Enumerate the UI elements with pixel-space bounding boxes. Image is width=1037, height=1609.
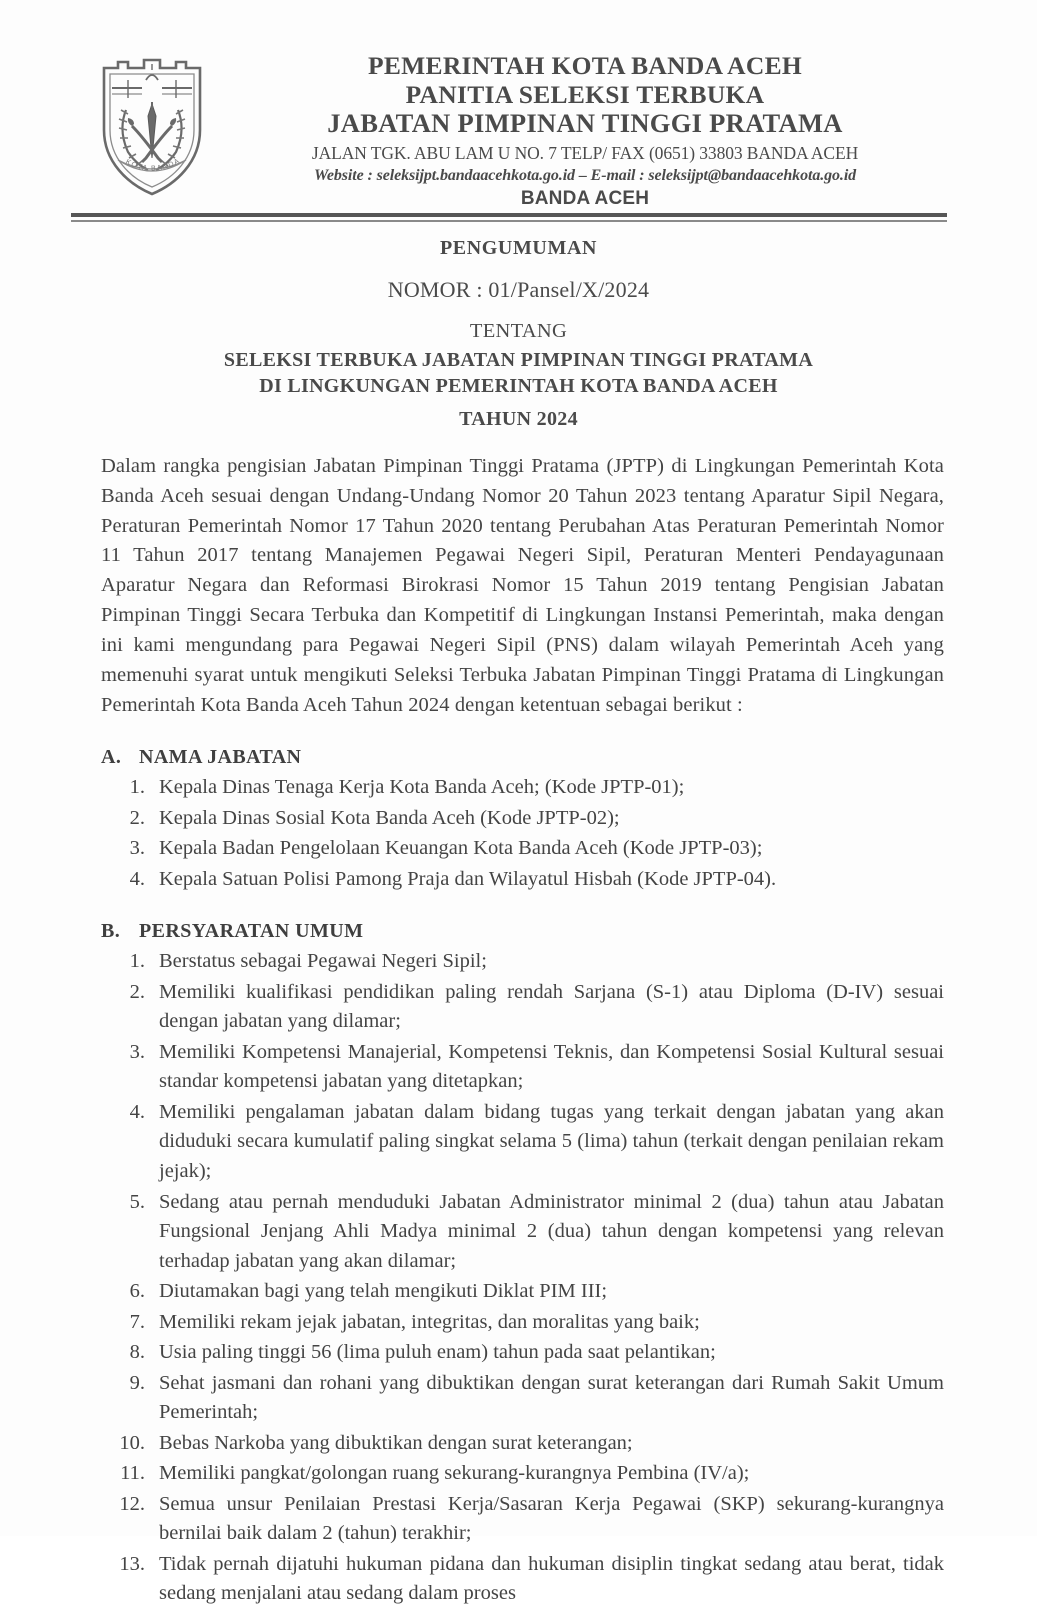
- list-item: [101, 1098, 944, 1187]
- list-item-text: Memiliki kualifikasi pendidikan paling rendah Sarjana (S-1) atau Diploma (D-IV) sesuai dengan jabatan yang dilamar;: [159, 980, 944, 1033]
- document-body: [101, 452, 944, 1609]
- announcement-title-block: [0, 237, 1037, 432]
- list-item-number: 10.: [119, 1431, 145, 1454]
- svg-text:KOTA BANDA ACEH: KOTA BANDA: [124, 155, 182, 173]
- header-rule-thick: [71, 213, 947, 217]
- subject-line-2: DI LINGKUNGAN PEMERINTAH KOTA BANDA ACEH: [259, 375, 778, 398]
- list-item-text: Memiliki pengalaman jabatan dalam bidang tugas yang terkait dengan jabatan yang akan diduduki secara kumulatif paling singkat selama 5 (lima) tahun (terkait dengan penilaian rekam jejak);: [159, 1100, 944, 1182]
- list-item-number: 13.: [119, 1552, 145, 1575]
- list-item-text: Sehat jasmani dan rohani yang dibuktikan dengan surat keterangan dari Rumah Sakit Umum Pemerintah;: [159, 1371, 944, 1424]
- section-nama-jabatan: [101, 746, 944, 894]
- letterhead: [0, 52, 1037, 212]
- list-item-number: 3.: [129, 1040, 145, 1063]
- section-b-title: PERSYARATAN UMUM: [139, 920, 364, 943]
- list-item: [101, 1308, 944, 1338]
- list-item-number: 8.: [129, 1341, 145, 1364]
- intro-paragraph: Dalam rangka pengisian Jabatan Pimpinan Tinggi Pratama (JPTP) di Lingkungan Pemerintah Kota Banda Aceh sesuai dengan Undang-Undang Nomor 20 Tahun 2023 tentang Aparatur Sipil Negara, Peraturan Pemerintah Nomor 17 Tahun 2020 tentang Perubahan Atas Peraturan Pemerintah Nomor 11 Tahun 2017 tentang Manajemen Pegawai Negeri Sipil, Peraturan Menteri Pendayagunaan Aparatur Negara dan Reformasi Birokrasi Nomor 15 Tahun 2019 tentang Pengisian Jabatan Pimpinan Tinggi Secara Terbuka dan Kompetitif di Lingkungan Instansi Pemerintah, maka dengan ini kami mengundang para Pegawai Negeri Sipil (PNS) dalam wilayah Pemerintah Aceh yang memenuhi syarat untuk mengikuti Seleksi Terbuka Jabatan Pimpinan Tinggi Pratama di Lingkungan Pemerintah Kota Banda Aceh Tahun 2024 dengan ketentuan sebagai berikut :: [101, 455, 944, 716]
- letterhead-text: [215, 52, 955, 210]
- list-item-text: Kepala Satuan Polisi Pamong Praja dan Wilayatul Hisbah (Kode JPTP-04).: [159, 867, 777, 890]
- office-website-email: Website : seleksijpt.bandaacehkota.go.id – E-mail : seleksijpt@bandaacehkota.go.id: [313, 166, 857, 184]
- list-item-text: Berstatus sebagai Pegawai Negeri Sipil;: [159, 950, 487, 973]
- about-label: TENTANG: [469, 320, 568, 342]
- list-item-number: 5.: [129, 1190, 145, 1213]
- list-item: [101, 1429, 944, 1459]
- section-a-title: NAMA JABATAN: [139, 746, 302, 769]
- list-item-number: 12.: [119, 1492, 145, 1515]
- list-item-text: Diutamakan bagi yang telah mengikuti Diklat PIM III;: [159, 1280, 608, 1303]
- office-address: JALAN TGK. ABU LAM U NO. 7 TELP/ FAX (0651) 33803 BANDA ACEH: [311, 142, 859, 163]
- list-item-number: 11.: [120, 1462, 145, 1485]
- list-item-text: Semua unsur Penilaian Prestasi Kerja/Sasaran Kerja Pegawai (SKP) sekurang-kurangnya bernilai baik dalam 2 (tahun) terakhir;: [159, 1492, 944, 1545]
- section-a-letter: A.: [101, 746, 122, 769]
- list-item: [101, 1038, 944, 1097]
- list-item: [101, 978, 944, 1037]
- list-item: [101, 1188, 944, 1277]
- list-item-number: 1.: [129, 776, 145, 799]
- document-number: NOMOR : 01/Pansel/X/2024: [387, 277, 650, 302]
- list-item: [101, 1338, 944, 1368]
- page-title: PENGUMUMAN: [439, 237, 598, 259]
- subject-line-1: SELEKSI TERBUKA JABATAN PIMPINAN TINGGI PRATAMA: [223, 349, 814, 371]
- section-b-list: [101, 947, 944, 1608]
- list-item-number: 9.: [129, 1371, 145, 1394]
- list-item: [101, 1277, 944, 1307]
- list-item-number: 2.: [129, 806, 145, 829]
- list-item-text: Memiliki pangkat/golongan ruang sekurang-kurangnya Pembina (IV/a);: [159, 1462, 750, 1485]
- list-item-text: Kepala Badan Pengelolaan Keuangan Kota Banda Aceh (Kode JPTP-03);: [159, 837, 763, 860]
- list-item-number: 2.: [129, 980, 145, 1003]
- list-item-text: Bebas Narkoba yang dibuktikan dengan surat keterangan;: [159, 1431, 633, 1454]
- list-item: [101, 1550, 944, 1609]
- list-item: [101, 865, 944, 895]
- list-item-number: 6.: [129, 1280, 145, 1303]
- subject-line-3: TAHUN 2024: [459, 407, 578, 430]
- org-line-2: PANITIA SELEKSI TERBUKA: [405, 79, 765, 109]
- office-city: BANDA ACEH: [520, 188, 650, 210]
- section-b-heading: [101, 920, 944, 943]
- list-item-text: Usia paling tinggi 56 (lima puluh enam) tahun pada saat pelantikan;: [159, 1341, 716, 1364]
- section-a-heading: [101, 746, 944, 769]
- list-item: [101, 804, 944, 834]
- header-rule-thin: [71, 220, 947, 222]
- list-item-text: Sedang atau pernah menduduki Jabatan Administrator minimal 2 (dua) tahun atau Jabatan Fungsional Jenjang Ahli Madya minimal 2 (dua) tahun dengan kompetensi yang relevan terhadap jabatan yang akan dilamar;: [159, 1190, 944, 1272]
- org-line-3: JABATAN PIMPINAN TINGGI PRATAMA: [327, 108, 843, 139]
- list-item-text: Tidak pernah dijatuhi hukuman pidana dan hukuman disiplin tingkat sedang atau berat, tidak sedang menjalani atau sedang dalam proses: [159, 1552, 944, 1605]
- list-item-number: 4.: [129, 1100, 145, 1123]
- org-line-1: PEMERINTAH KOTA BANDA ACEH: [367, 51, 803, 80]
- section-a-list: [101, 773, 944, 894]
- section-persyaratan-umum: [101, 920, 944, 1608]
- list-item: [101, 834, 944, 864]
- list-item: [101, 1369, 944, 1428]
- coat-of-arms-icon: [98, 58, 206, 198]
- list-item: [101, 1490, 944, 1549]
- list-item-text: Memiliki rekam jejak jabatan, integritas, dan moralitas yang baik;: [159, 1310, 700, 1333]
- list-item-number: 1.: [129, 950, 145, 973]
- list-item: [101, 1459, 944, 1489]
- list-item: [101, 947, 944, 977]
- list-item-text: Kepala Dinas Sosial Kota Banda Aceh (Kode JPTP-02);: [159, 806, 620, 829]
- list-item-number: 7.: [129, 1310, 145, 1333]
- list-item-number: 4.: [129, 867, 145, 890]
- list-item: [101, 773, 944, 803]
- list-item-number: 3.: [129, 837, 145, 860]
- list-item-text: Kepala Dinas Tenaga Kerja Kota Banda Aceh; (Kode JPTP-01);: [159, 776, 685, 799]
- section-b-letter: B.: [101, 920, 121, 943]
- list-item-text: Memiliki Kompetensi Manajerial, Kompetensi Teknis, dan Kompetensi Sosial Kultural sesuai standar kompetensi jabatan yang ditetapkan;: [159, 1040, 944, 1093]
